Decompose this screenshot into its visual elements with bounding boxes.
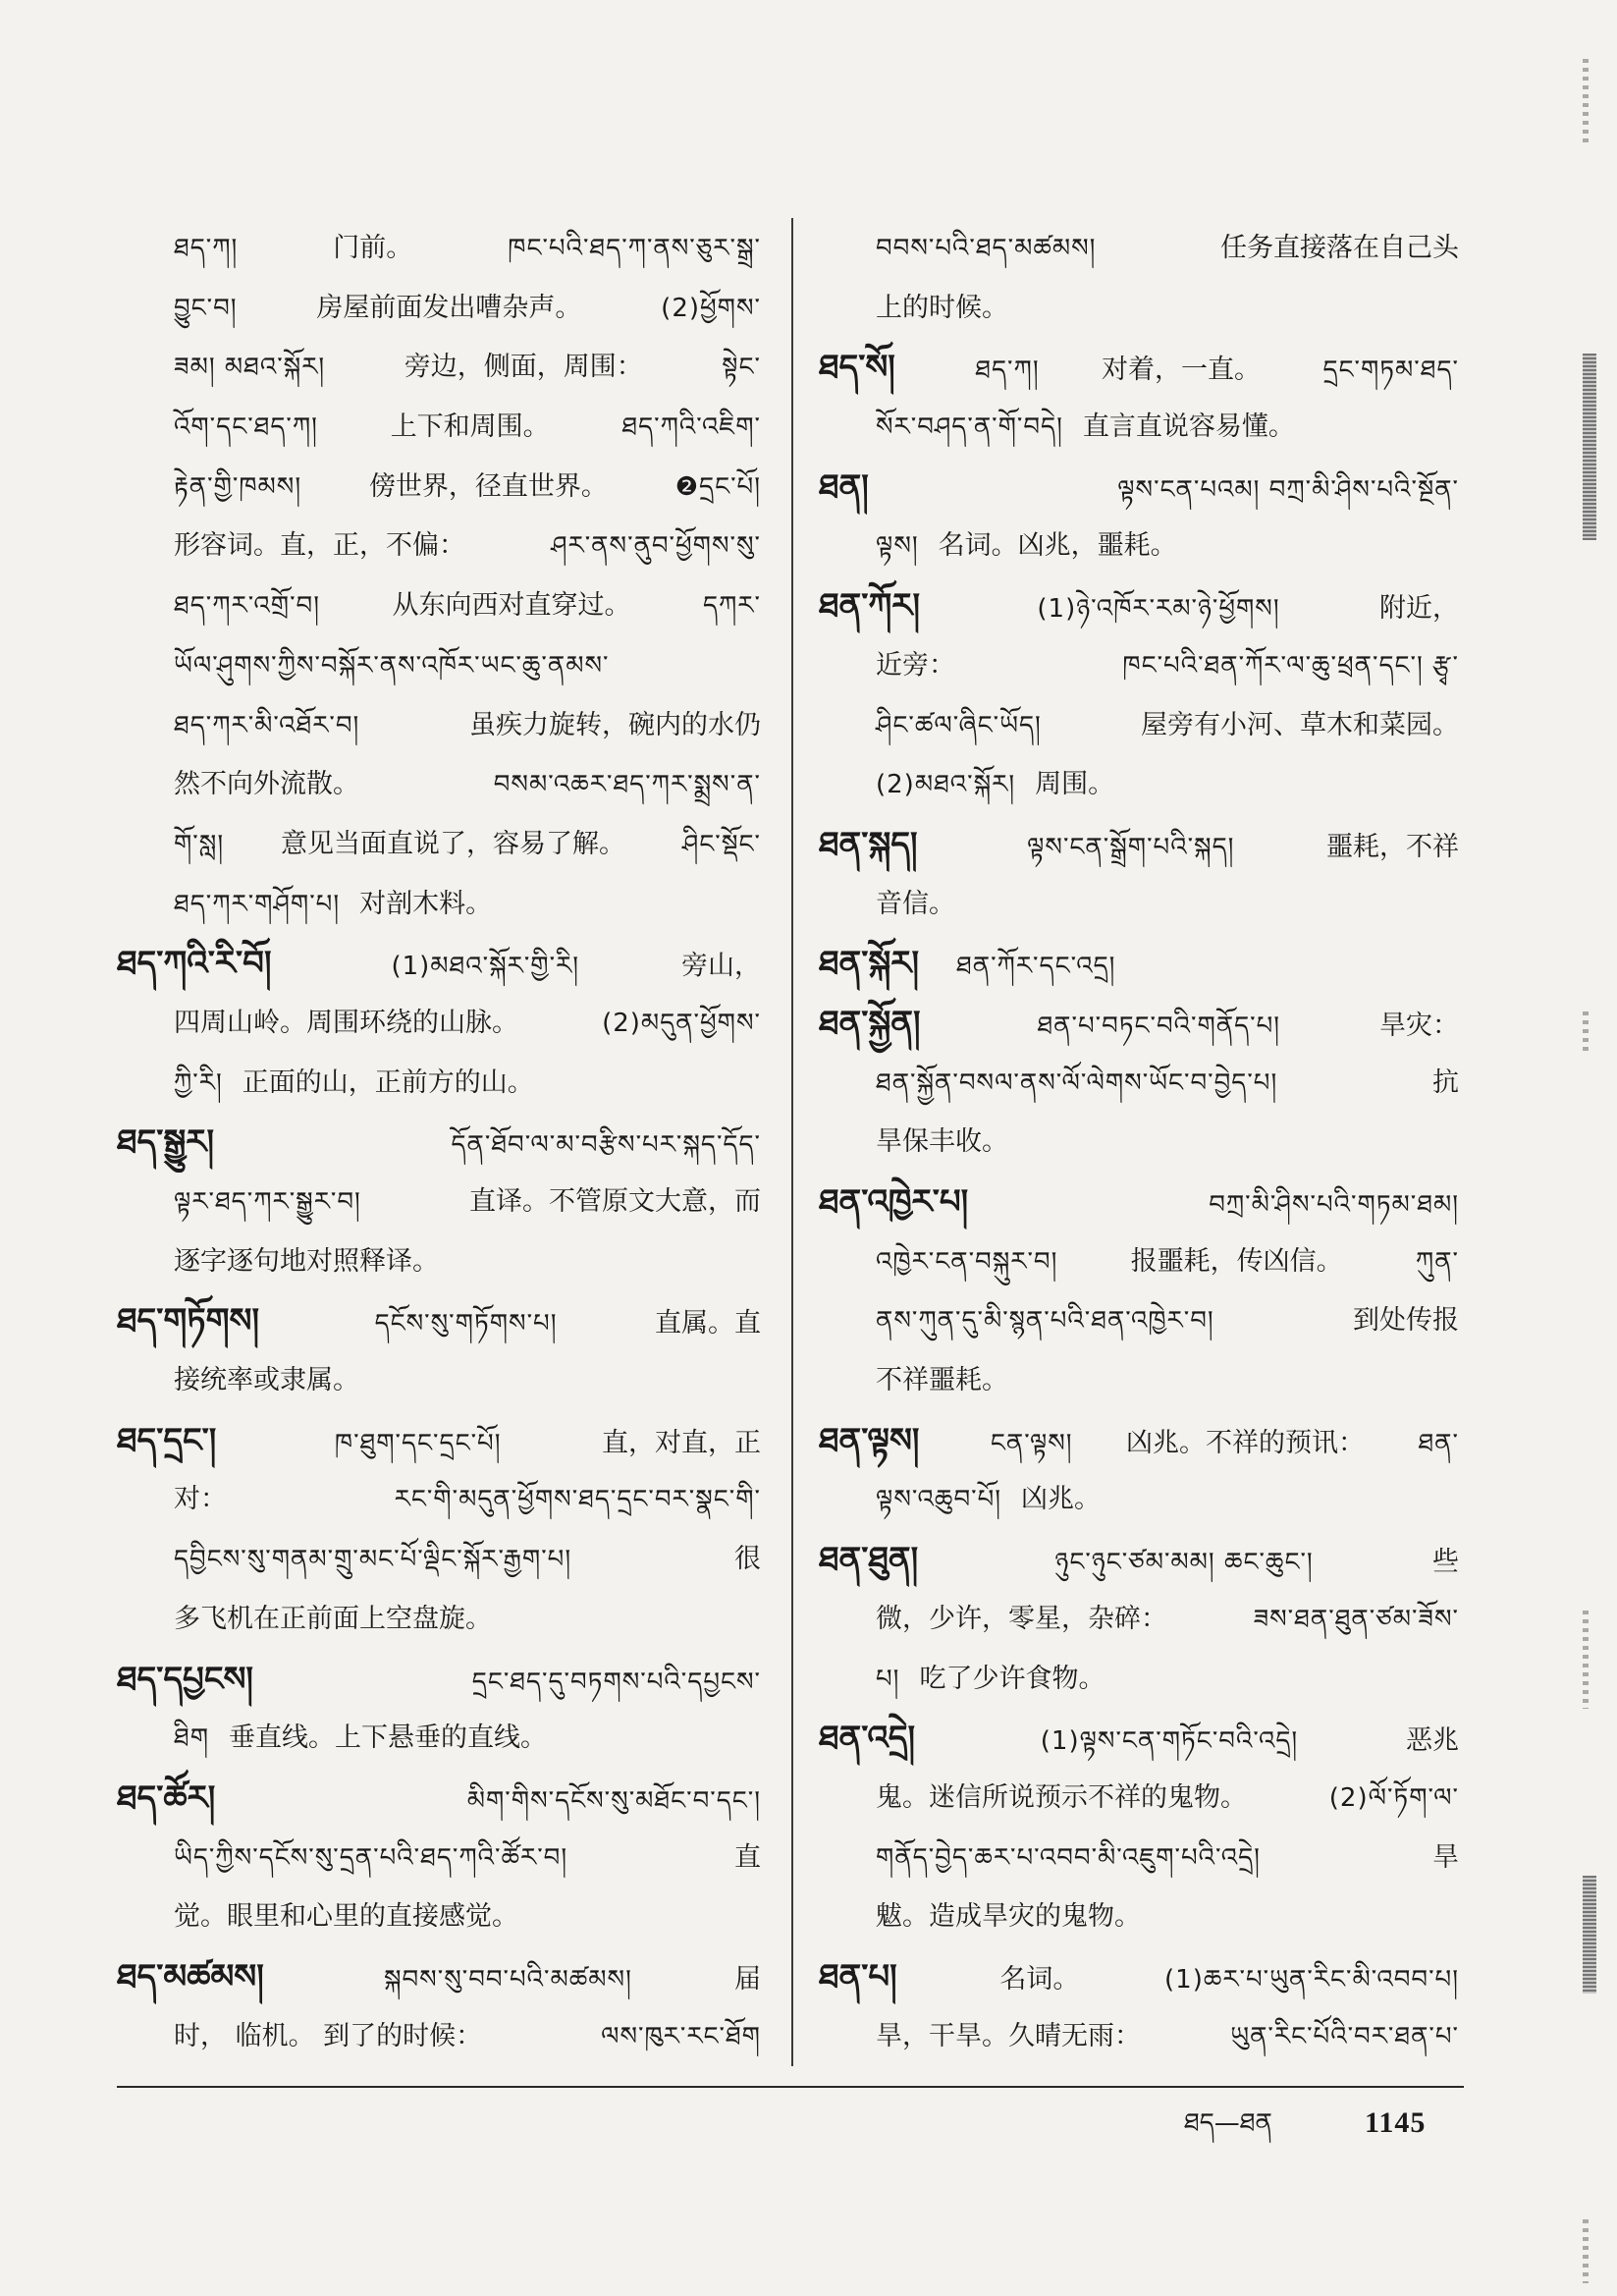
dictionary-line [819,1113,1459,1173]
dictionary-entry-line [117,934,761,994]
headword: ཐད་དྲང་། [117,1420,217,1460]
chinese-text: 对剖木料。 [359,888,493,919]
dictionary-line [819,1291,1459,1351]
tibetan-text: ཐིག [174,1723,210,1754]
tibetan-text: དོན་ཐོབ་ལ་མ་བརྩིས་པར་སྐད་དོད་ [451,1130,761,1161]
dictionary-line [117,219,761,279]
dictionary-line [819,636,1459,696]
dictionary-entry-line [819,1530,1459,1590]
dictionary-entry-line [819,934,1459,994]
right-column [819,219,1459,2066]
dictionary-entry-line [819,994,1459,1054]
tibetan-text: ཐད་ཀ། [174,234,239,263]
dictionary-line [819,696,1459,756]
chinese-text: 任务直接落在自己头 [1220,233,1459,263]
chinese-text: 近旁： [876,649,955,681]
chinese-text: 时， 临机。 到了的时候： [174,2020,483,2051]
dictionary-line [819,219,1459,279]
tibetan-text: གོ་སླ། [174,829,225,859]
dictionary-line [117,1887,761,1947]
tibetan-text: (2)མཐའ་སྐོར། [876,770,1016,800]
tibetan-text: སོར་བཤད་ན་གོ་བདེ། [876,412,1063,443]
headword: ཐན་ལྟས། [819,1420,920,1460]
dictionary-line [819,875,1459,935]
dictionary-entry-line [819,338,1459,398]
tibetan-text: ཟས་ཐན་ཐུན་ཙམ་ཟོས་ [1253,1604,1459,1634]
dictionary-line [117,1530,761,1590]
dictionary-entry-line [819,1411,1459,1471]
dictionary-line [117,815,761,875]
tibetan-text: (1)མཐའ་སྐོར་གྱི་རི། [391,952,580,982]
chinese-text: 虽疾力旋转，碗内的水仍 [469,709,761,740]
headword: ཐན། [819,466,869,507]
chinese-text: 很 [734,1544,761,1575]
chinese-text: 鬼。迷信所说预示不祥的鬼物。 [876,1781,1247,1813]
tibetan-text: ཤིང་ཚལ་ཞིང་ཡོད། [876,710,1042,740]
tibetan-text: (2)ཕྱོགས་ [661,293,761,323]
chinese-text: 噩耗，不祥 [1326,831,1459,862]
tibetan-text: མིག་གིས་དངོས་སུ་མཐོང་བ་དང་། [466,1785,761,1816]
headword: ཐན་སྐྱོན། [819,1003,921,1043]
dictionary-line [819,755,1459,815]
chinese-text: 房屋前面发出嘈杂声。 [316,292,582,323]
tibetan-text: ཤིང་སྡོང་ [681,829,761,859]
chinese-text: 直译。不管原文大意，而 [469,1186,761,1217]
tibetan-text: ཐན་ཀོར་དང་འདྲ། [956,952,1116,982]
dictionary-line [117,1709,761,1769]
dictionary-line [117,279,761,339]
dictionary-line [819,1054,1459,1114]
tibetan-text: ཐན་པ་བཏང་བའི་གནོད་པ། [1037,1011,1281,1041]
chinese-text: 不祥噩耗。 [876,1365,1008,1396]
tibetan-text: ལྟར་ཐད་ཀར་སྒྱུར་བ། [174,1187,361,1217]
dictionary-entry-line [117,1769,761,1829]
scan-edge-mark [1583,2219,1589,2283]
tibetan-text: བབས་པའི་ཐད་མཚམས། [876,234,1097,263]
dictionary-line [117,1829,761,1888]
tibetan-text: དྲང་ཐད་དུ་བཏགས་པའི་དཔྱངས་ [471,1667,761,1697]
headword: ཐད་དཔྱངས། [117,1659,253,1699]
dictionary-line [117,1232,761,1292]
left-column [117,219,761,2066]
chinese-text: 直属。直 [654,1308,761,1339]
chinese-text: 微，少许，零星，杂碎： [876,1603,1167,1634]
tibetan-text: ཡོལ་ཤུགས་ཀྱིས་བསྐོར་ནས་འཁོར་ཡང་ཆུ་ནམས་ [174,650,610,681]
chinese-text: 附近， [1378,593,1459,625]
headword: ཐན་སྐད། [819,824,918,864]
chinese-text: 旱灾： [1378,1010,1459,1041]
chinese-text: 报噩耗，传凶信。 [1130,1245,1343,1277]
dictionary-line [819,517,1459,576]
tibetan-text: སྟེང་ [722,353,761,383]
headword: ཐན་ཐུན། [819,1540,919,1580]
chinese-text: 形容词。直，正，不偏： [174,530,465,562]
tibetan-text: (1)ལྟས་ངན་གཏོང་བའི་འདྲེ། [1040,1726,1299,1757]
chinese-text: 然不向外流散。 [174,769,359,800]
chinese-text: 些 [1431,1547,1459,1578]
dictionary-line [117,1470,761,1530]
dictionary-line [117,994,761,1054]
tibetan-text: ཁང་པའི་ཐན་ཀོར་ལ་ཆུ་ཕྲན་དང་། རྩྭ་ [1122,650,1459,681]
scan-edge-mark [1583,354,1596,540]
tibetan-text: དབྱིངས་སུ་གནམ་གྲུ་མང་པོ་ལྡིང་སྐོར་རྒྱག་པ། [174,1545,572,1575]
chinese-text: 从东向西对直穿过。 [392,590,631,622]
tibetan-text: (1)ཉེ་འཁོར་རམ་ཉེ་ཕྱོགས། [1037,594,1280,625]
chinese-text: 届 [734,1963,761,1995]
tibetan-text: རྟེན་གྱི་ཁམས། [174,471,302,502]
dictionary-line [117,2007,761,2067]
dictionary-line [819,398,1459,458]
tibetan-text: ❷དྲང་པོ། [674,471,761,502]
dictionary-line [117,1590,761,1650]
dictionary-line [117,1351,761,1411]
scan-edge-mark [1583,1011,1589,1056]
chinese-text: 逐字逐句地对照释译。 [174,1245,439,1277]
headword: ཐད་སྒྱུར། [117,1122,215,1163]
dictionary-entry-line [819,458,1459,518]
headword: ཐད་གཏོགས། [117,1301,260,1341]
tibetan-text: པ། [876,1664,900,1694]
tibetan-text: (2)ལོ་ཏོག་ལ་ [1328,1782,1459,1813]
chinese-text: 名词。 [999,1963,1080,1995]
chinese-text: 凶兆。不祥的预讯： [1126,1427,1366,1458]
headword: ཐད་མཚམས། [117,1956,264,1996]
chinese-text: 旱保丰收。 [876,1126,1008,1158]
dictionary-entry-line [117,1947,761,2007]
tibetan-text: (2)མདུན་ཕྱོགས་ [602,1008,761,1038]
chinese-text: 直言直说容易懂。 [1082,411,1295,443]
chinese-text: 周围。 [1035,769,1115,800]
dictionary-entry-line [117,1650,761,1710]
column-divider [791,218,793,2066]
chinese-text: 抗 [1432,1066,1459,1098]
tibetan-text: ལྟས། [876,531,919,562]
page-number: 1145 [1365,2106,1427,2139]
tibetan-text: ལྟས་འཆུབ་པོ། [876,1485,1002,1515]
tibetan-text: བཀྲ་མི་ཤིས་པའི་གཏམ་ཐམ། [1209,1190,1459,1220]
dictionary-line [819,1887,1459,1947]
scan-edge-mark [1583,1611,1589,1709]
scan-edge-mark [1583,1876,1596,1994]
chinese-text: 旁边，侧面，周围： [404,352,643,383]
tibetan-text: ཐན་སྐྱོན་བསལ་ནས་ལོ་ལེགས་ཡོང་བ་བྱེད་པ། [876,1067,1278,1098]
chinese-text: 四周山岭。周围环绕的山脉。 [174,1007,518,1038]
dictionary-entry-line [117,1113,761,1173]
chinese-text: 门前。 [333,233,413,263]
headword: ཐད་སོ། [819,348,895,388]
chinese-text: 接统率或隶属。 [174,1365,359,1396]
chinese-text: 屋旁有小河、草木和菜园。 [1141,709,1459,740]
headword: ཐན་འདྲེ། [819,1719,915,1759]
chinese-text: 旱，干旱。久晴无雨： [876,2020,1141,2051]
chinese-text: 上下和周围。 [390,411,550,443]
chinese-text: 到处传报 [1353,1305,1459,1337]
chinese-text: 上的时候。 [876,292,1008,323]
tibetan-text: ཐད་ཀར་གཤོག་པ། [174,889,341,919]
tibetan-text: ཟམ། མཐའ་སྐོར། [174,353,326,383]
tibetan-text: ཐན་ [1418,1428,1459,1458]
chinese-text: 对着，一直。 [1102,355,1262,386]
tibetan-text: བྱུང་བ། [174,293,238,323]
dictionary-line [117,338,761,398]
tibetan-text: ཐད་ཀ། [975,355,1040,386]
headword: ཐད་ཀའི་རི་བོ། [117,944,272,984]
tibetan-text: ཡུན་རིང་པོའི་བར་ཐན་པ་ [1230,2021,1459,2051]
chinese-text: 恶兆 [1406,1725,1459,1757]
headword: ཐད་ཚོར། [117,1777,216,1818]
dictionary-line [117,576,761,636]
dictionary-line [117,636,761,696]
dictionary-entry-line [117,1291,761,1351]
dictionary-line [819,1351,1459,1411]
dictionary-line [819,2007,1459,2067]
tibetan-text: བསམ་འཆར་ཐད་ཀར་སྨྲས་ན་ [493,770,761,800]
dictionary-line [819,1590,1459,1650]
headword: ཐན་པ། [819,1956,897,1996]
tibetan-text: དྲང་གཏམ་ཐད་ [1322,355,1459,386]
footer-rule [117,2086,1464,2088]
dictionary-line [117,696,761,756]
tibetan-text: (1)ཆར་པ་ཡུན་རིང་མི་འབབ་པ། [1164,1964,1459,1995]
dictionary-line [819,279,1459,339]
chinese-text: 直 [734,1841,761,1873]
chinese-text: 正面的山，正前方的山。 [242,1066,534,1098]
chinese-text: 魃。造成旱灾的鬼物。 [876,1901,1141,1933]
dictionary-line [819,1232,1459,1292]
dictionary-line [117,398,761,458]
chinese-text: 多飞机在正前面上空盘旋。 [174,1603,492,1634]
chinese-text: 对： [174,1484,227,1515]
headword: ཐན་འཁྱེར་པ། [819,1182,969,1222]
chinese-text: 旱 [1432,1841,1459,1873]
scan-edge-mark [1583,59,1589,147]
chinese-text: 垂直线。上下悬垂的直线。 [229,1722,548,1754]
tibetan-text: ཀུན་ [1415,1246,1459,1277]
tibetan-text: ལྟས་ངན་པའམ། བཀྲ་མི་ཤིས་པའི་སྔོན་ [1117,474,1459,505]
tibetan-text: ཁ་ཐུག་དང་དྲང་པོ། [334,1428,502,1458]
tibetan-text: སྐབས་སུ་བབ་པའི་མཚམས། [383,1964,632,1995]
tibetan-text: ནས་ཀུན་དུ་མི་སྙན་པའི་ཐན་འཁྱེར་བ། [876,1306,1214,1337]
dictionary-entry-line [819,1947,1459,2007]
tibetan-text: ཐད་ཀའི་འཇིག་ [621,412,761,443]
dictionary-line [819,1470,1459,1530]
dictionary-line [117,517,761,576]
dictionary-line [117,755,761,815]
tibetan-text: ངན་ལྟས། [990,1428,1073,1458]
tibetan-text: འཁྱེར་ངན་བསྐུར་བ། [876,1246,1058,1277]
chinese-text: 觉。眼里和心里的直接感觉。 [174,1901,518,1933]
chinese-text: 音信。 [876,888,955,919]
dictionary-entry-line [819,1173,1459,1232]
tibetan-text: ཐད་ཀར་འགྲོ་བ། [174,591,320,622]
dictionary-entry-line [819,576,1459,636]
chinese-text: 意见当面直说了，容易了解。 [280,828,625,859]
headword: ཐན་ཀོར། [819,586,921,627]
dictionary-line [117,1054,761,1114]
tibetan-text: ཤར་ནས་ནུབ་ཕྱོགས་སུ་ [551,531,761,562]
tibetan-text: ཐད་ཀར་མི་འཐོར་བ། [174,710,360,740]
chinese-text: 凶兆。 [1021,1484,1102,1515]
tibetan-text: ཡིད་ཀྱིས་དངོས་སུ་དྲན་པའི་ཐད་ཀའི་ཚོར་བ། [174,1842,568,1873]
headword: ཐན་སྐོར། [819,944,920,984]
chinese-text: 旁山， [680,951,761,982]
chinese-text: 名词。凶兆，噩耗。 [938,530,1177,562]
tibetan-text: ལས་ཁུར་རང་ཐོག [601,2021,761,2051]
dictionary-entry-line [819,815,1459,875]
dictionary-line [117,458,761,518]
running-head: ཐད—ཐན [1184,2108,1272,2138]
tibetan-text: ཀྱི་རི། [174,1067,223,1098]
tibetan-text: གནོད་བྱེད་ཆར་པ་འབབ་མི་འཇུག་པའི་འདྲེ། [876,1842,1261,1873]
tibetan-text: ལྟས་ངན་སྒྲོག་པའི་སྐད། [1027,832,1235,862]
dictionary-line [819,1650,1459,1710]
dictionary-entry-line [819,1709,1459,1769]
chinese-text: 吃了少许食物。 [919,1663,1105,1694]
chinese-text: 傍世界，径直世界。 [368,470,608,502]
tibetan-text: དཀར་ [702,591,761,622]
tibetan-text: ཉུང་ཉུང་ཙམ་མམ། ཆང་ཆུང་། [1054,1548,1314,1578]
tibetan-text: ཁང་པའི་ཐད་ཀ་ནས་ཅུར་སྒྲ་ [508,234,761,263]
dictionary-line [819,1829,1459,1888]
dictionary-line [117,875,761,935]
tibetan-text: དངོས་སུ་གཏོགས་པ། [374,1309,558,1339]
tibetan-text: རང་གི་མདུན་ཕྱོགས་ཐད་དྲང་བར་སྣང་གི་ [394,1485,761,1515]
dictionary-line [117,1173,761,1232]
chinese-text: 直，对直，正 [602,1427,761,1458]
dictionary-entry-line [117,1411,761,1471]
tibetan-text: འོག་དང་ཐད་ཀ། [174,412,318,443]
dictionary-line [819,1769,1459,1829]
